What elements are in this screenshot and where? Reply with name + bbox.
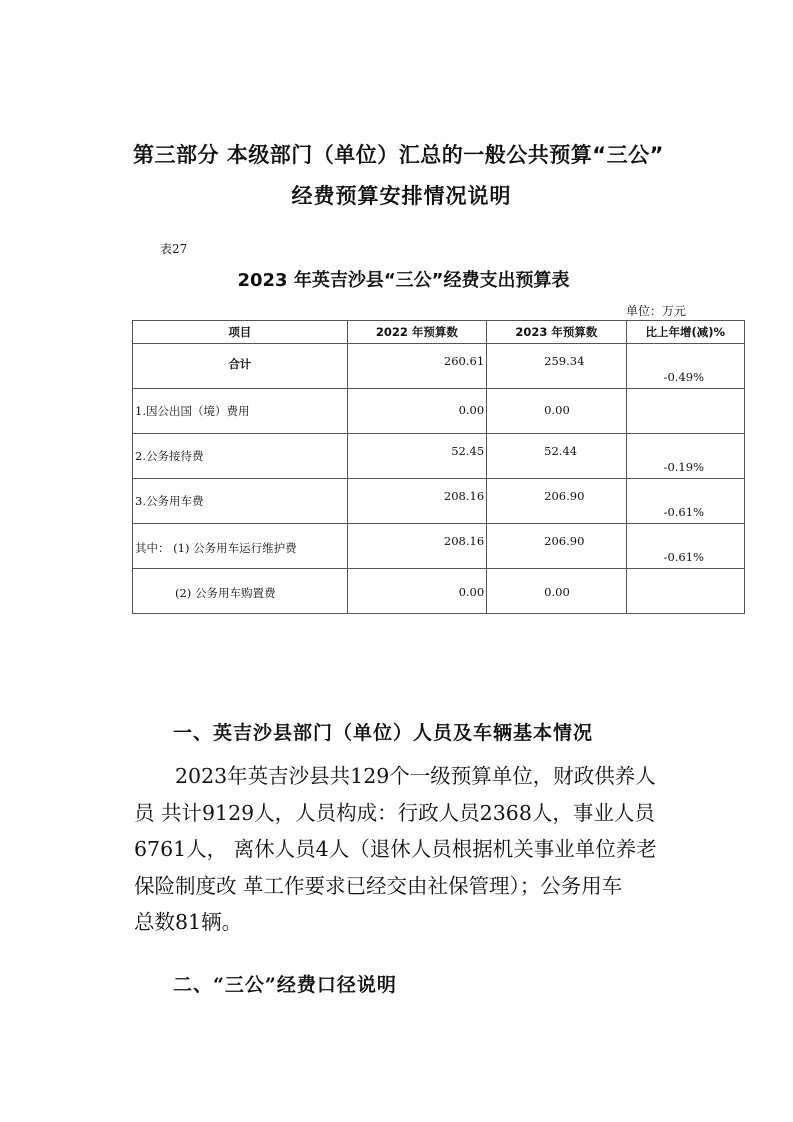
row-2023: 206.90 (487, 524, 626, 569)
row-item: 1.因公出国（境）费用 (133, 389, 348, 434)
table-row (133, 524, 745, 569)
row-2022: 0.00 (347, 569, 487, 614)
header-2023: 2023 年预算数 (487, 321, 626, 344)
header-item: 项目 (133, 321, 348, 344)
row-2023: 0.00 (487, 389, 626, 434)
section2-title: 二、“三公”经费口径说明 (173, 974, 397, 996)
table-row (133, 434, 745, 479)
paragraph-line: 6761人， 离休人员4人（退休人员根据机关事业单位养老 (134, 837, 657, 861)
row-item: 其中： (1) 公务用车运行维护费 (133, 524, 348, 569)
page-title-line2: 经费预算安排情况说明 (291, 184, 512, 208)
table-row (133, 479, 745, 524)
header-change: 比上年增(减)% (626, 321, 744, 344)
table-row (133, 389, 745, 434)
paragraph-line: 保险制度改 革工作要求已经交由社保管理）；公务用车 (134, 873, 623, 898)
page-title-line1: 第三部分 本级部门（单位）汇总的一般公共预算“三公” (133, 143, 664, 167)
paragraph-line: 总数81辆。 (134, 910, 243, 934)
row-item: 合计 (133, 344, 348, 389)
table-row (133, 569, 745, 614)
table-title: 2023 年英吉沙县“三公”经费支出预算表 (237, 270, 570, 291)
row-change: -0.61% (626, 479, 744, 524)
row-2023: 206.90 (487, 479, 626, 524)
row-2023: 259.34 (487, 344, 626, 389)
row-change (626, 389, 744, 434)
section1-paragraph (134, 758, 673, 941)
row-2022: 260.61 (347, 344, 487, 389)
row-item: 3.公务用车费 (133, 479, 348, 524)
row-change (626, 569, 744, 614)
section1-title: 一、英吉沙县部门（单位）人员及车辆基本情况 (173, 722, 594, 744)
table-header-row (133, 321, 745, 344)
row-item: 2.公务接待费 (133, 434, 348, 479)
row-item: (2) 公务用车购置费 (133, 569, 348, 614)
paragraph-line: 员 共计9129人，人员构成：行政人员2368人，事业人员 (134, 800, 655, 825)
row-2023: 52.44 (487, 434, 626, 479)
row-2022: 0.00 (347, 389, 487, 434)
header-2022: 2022 年预算数 (347, 321, 487, 344)
row-change: -0.49% (626, 344, 744, 389)
paragraph-line: 2023年英吉沙县共129个一级预算单位，财政供养人 (175, 764, 656, 788)
row-change: -0.19% (626, 434, 744, 479)
budget-table (132, 320, 745, 614)
row-2022: 208.16 (347, 524, 487, 569)
row-2022: 52.45 (347, 434, 487, 479)
row-2022: 208.16 (347, 479, 487, 524)
table-row-total (133, 344, 745, 389)
unit-label: 单位：万元 (626, 304, 687, 318)
row-change: -0.61% (626, 524, 744, 569)
table-number: 表27 (160, 242, 188, 256)
row-2023: 0.00 (487, 569, 626, 614)
